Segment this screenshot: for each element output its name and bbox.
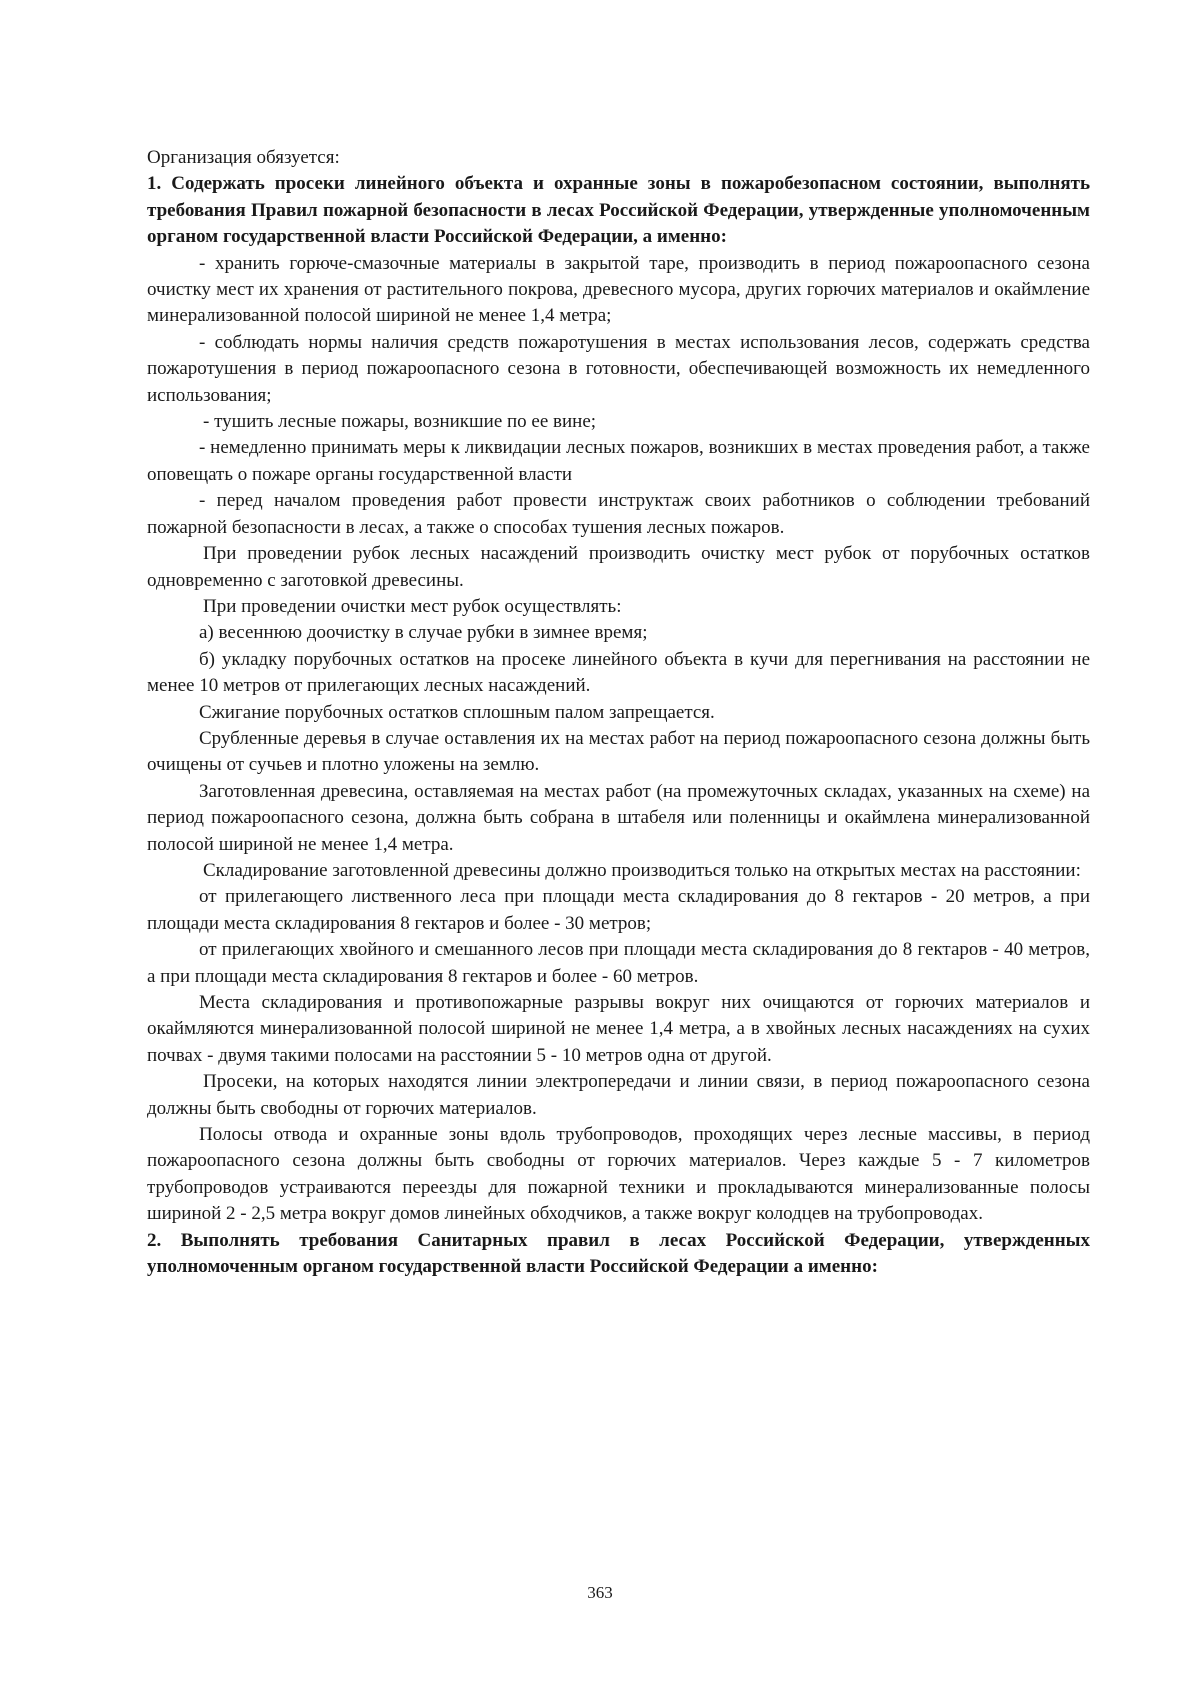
section-1-heading: 1. Содержать просеки линейного объекта и охранные зоны в пожаробезопасном состоянии, выполнять требования Правил пожарной безопасности в лесах Российской Федерации, утвержденные уполномоченным органом государственной власти Российской Федерации, а именно: xyxy=(147,173,1090,248)
paragraph: б) укладку порубочных остатков на просеке линейного объекта в кучи для перегнивания на расстоянии не менее 10 метров от прилегающих лесных насаждений. xyxy=(147,648,1090,697)
paragraph: Просеки, на которых находятся линии электропередачи и линии связи, в период пожароопасного сезона должны быть свободны от горючих материалов. xyxy=(147,1071,1090,1119)
paragraph: - соблюдать нормы наличия средств пожаротушения в местах использования лесов, содержать средства пожаротушения в период пожароопасного сезона в готовности, обеспечивающей возможность их немедленного использования; xyxy=(147,331,1090,406)
paragraph: Места складирования и противопожарные разрывы вокруг них очищаются от горючих материалов и окаймляются минерализованной полосой шириной не менее 1,4 метра, а в хвойных лесных насаждениях на сухих почвах - двумя такими полосами на расстоянии 5 - 10 метров одна от другой. xyxy=(147,992,1090,1066)
paragraph: Складирование заготовленной древесины должно производиться только на открытых местах на расстоянии: xyxy=(203,859,1081,881)
paragraph: от прилегающих хвойного и смешанного лесов при площади места складирования до 8 гектаров - 40 метров, а при площади места складирования 8 гектаров и более - 60 метров. xyxy=(147,939,1090,987)
paragraph: Полосы отвода и охранные зоны вдоль трубопроводов, проходящих через лесные массивы, в период пожароопасного сезона должны быть свободны от горючих материалов. Через каждые 5 - 7 километров трубопроводов устраиваются переезды для пожарной техники и прокладываются минерализованные полосы шириной 2 - 2,5 метра вокруг домов линейных обходчиков, а также вокруг колодцев на трубопроводах. xyxy=(147,1124,1090,1225)
page-number: 363 xyxy=(587,1583,613,1602)
paragraph: а) весеннюю доочистку в случае рубки в зимнее время; xyxy=(199,622,648,644)
paragraph: Сжигание порубочных остатков сплошным палом запрещается. xyxy=(199,701,715,723)
paragraph: от прилегающего лиственного леса при площади места складирования до 8 гектаров - 20 метров, а при площади места складирования 8 гектаров и более - 30 метров; xyxy=(147,886,1090,934)
paragraph: - перед началом проведения работ провести инструктаж своих работников о соблюдении требований пожарной безопасности в лесах, а также о способах тушения лесных пожаров. xyxy=(147,490,1090,538)
paragraph: При проведении рубок лесных насаждений производить очистку мест рубок от порубочных остатков одновременно с заготовкой древесины. xyxy=(147,543,1090,591)
paragraph: Срубленные деревья в случае оставления их на местах работ на период пожароопасного сезона должны быть очищены от сучьев и плотно уложены на землю. xyxy=(147,727,1090,776)
paragraph: - тушить лесные пожары, возникшие по ее вине; xyxy=(203,411,597,433)
paragraph: Заготовленная древесина, оставляемая на местах работ (на промежуточных складах, указанных на схеме) на период пожароопасного сезона, должна быть собрана в штабеля или поленницы и окаймлена минерализованной полосой шириной не менее 1,4 метра. xyxy=(147,780,1090,855)
document-page xyxy=(147,145,1090,1280)
section-2-heading: 2. Выполнять требования Санитарных правил в лесах Российской Федерации, утвержденных уполномоченным органом государственной власти Российской Федерации а именно: xyxy=(147,1229,1090,1278)
paragraph: - хранить горюче-смазочные материалы в закрытой таре, производить в период пожароопасного сезона очистку мест их хранения от растительного покрова, древесного мусора, других горючих материалов и окаймление минерализованной полосой шириной не менее 1,4 метра; xyxy=(147,252,1090,327)
paragraph: - немедленно принимать меры к ликвидации лесных пожаров, возникших в местах проведения работ, а также оповещать о пожаре органы государственной власти xyxy=(147,437,1090,485)
paragraph: При проведении очистки мест рубок осуществлять: xyxy=(203,595,622,617)
intro-line: Организация обязуется: xyxy=(147,147,340,168)
